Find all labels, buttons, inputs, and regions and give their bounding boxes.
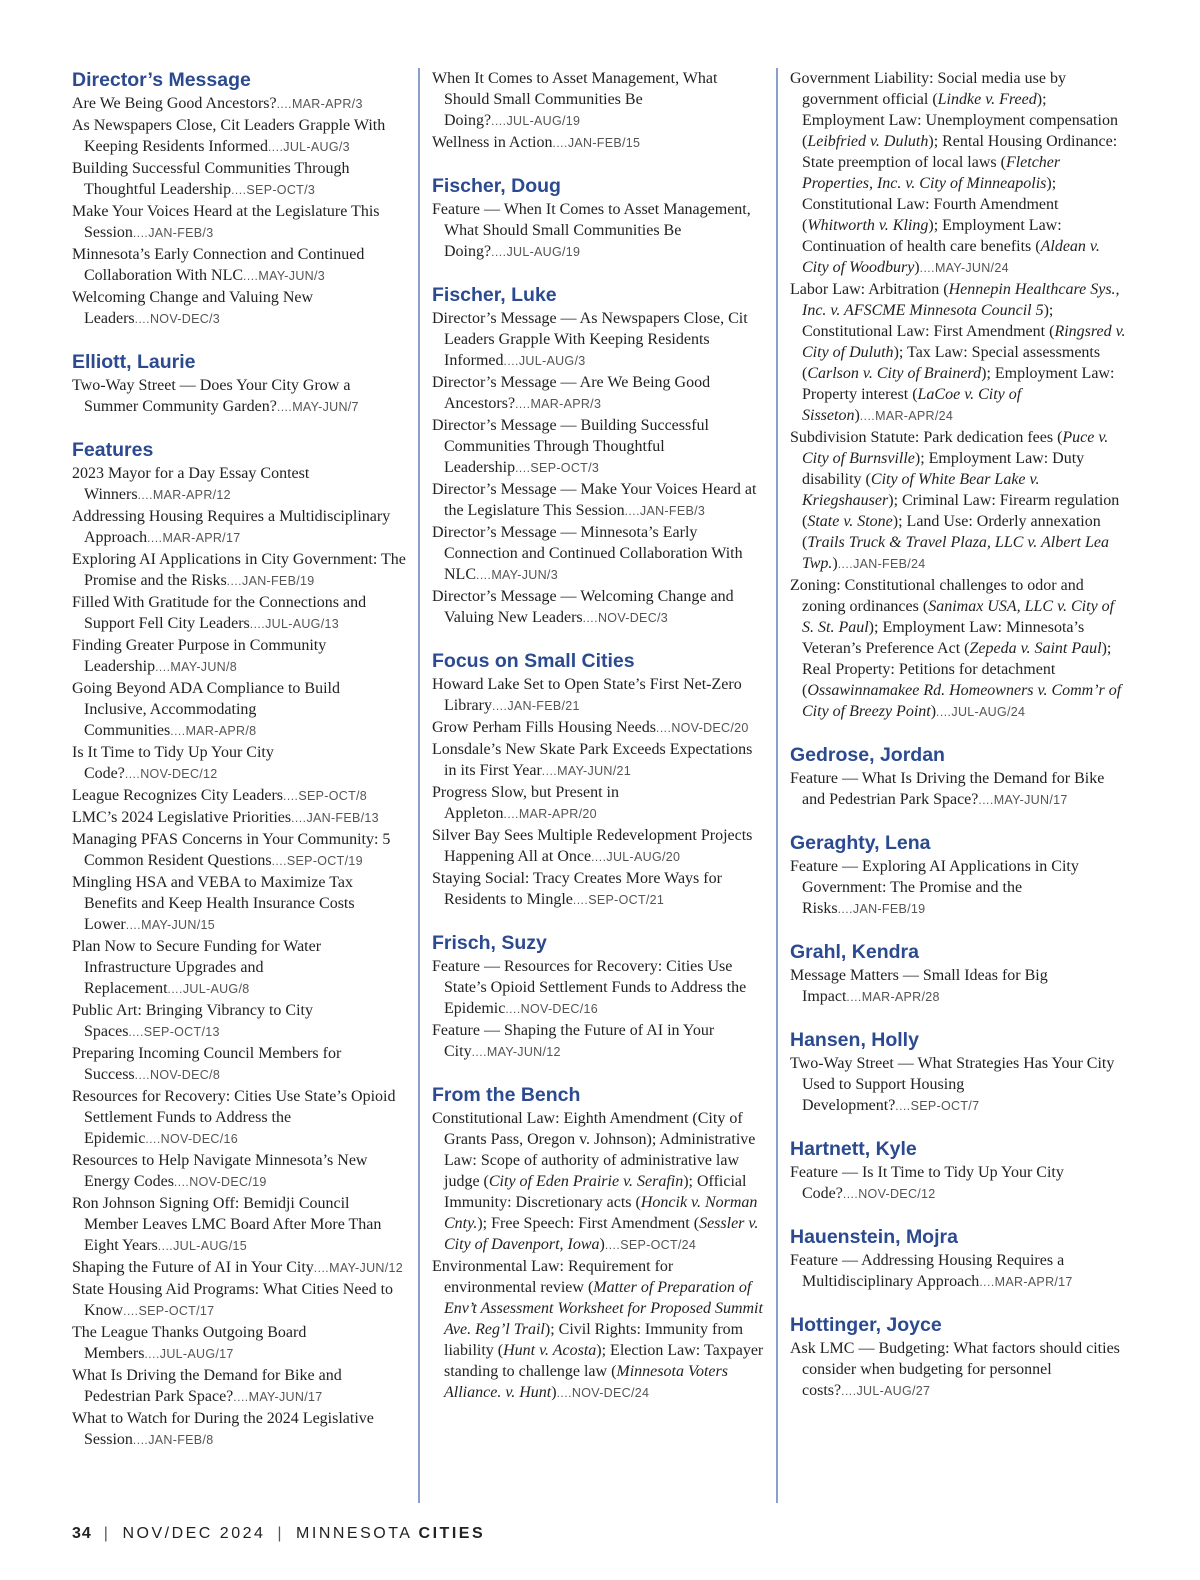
entry-title: Feature — Exploring AI Applications in City Government: The Promise and the Risks xyxy=(790,858,1079,917)
issue-page-ref: JAN-FEB/8 xyxy=(148,1433,214,1447)
index-entry xyxy=(72,1000,406,1043)
leader-dots: .... xyxy=(604,1238,621,1252)
index-section xyxy=(790,940,1130,1008)
leader-dots: .... xyxy=(624,504,640,518)
entry-title: Going Beyond ADA Compliance to Build Inclusive, Accommodating Communities xyxy=(72,680,340,739)
index-entry xyxy=(72,201,406,244)
leader-dots: .... xyxy=(837,557,854,571)
issue-page-ref: SEP-OCT/19 xyxy=(286,854,363,868)
leader-dots: .... xyxy=(125,918,142,932)
entry-title: Government Liability: Social media use by government official (Lindke v. Freed); Employment Law: Unemployment compensation (Leibfried v. Duluth); Rental Housing Ordinance: State preemption of local laws (Fletcher Properties, Inc. v. City of Minneapolis); Constitutional Law: Fourth Amendment (Whitworth v. Kling); Employment Law: Continuation of health care benefits (Aldean v. City of Woodbury) xyxy=(790,70,1118,276)
leader-dots: .... xyxy=(846,990,862,1004)
entry-title: Progress Slow, but Present in Appleton xyxy=(432,784,619,822)
leader-dots: .... xyxy=(842,1187,859,1201)
leader-dots: .... xyxy=(170,724,186,738)
entry-title: Subdivision Statute: Park dedication fees (Puce v. City of Burnsville); Employment Law: Duty disability (City of White Bear Lake v. Kriegshauser); Criminal Law: Firearm regulation (State v. Stone); Land Use: Orderly annexation (Trails Truck & Travel Plaza, LLC v. Albert Lea Twp.) xyxy=(790,429,1120,572)
entry-title: Message Matters — Small Ideas for Big Impact xyxy=(790,967,1048,1005)
issue-page-ref: NOV-DEC/3 xyxy=(597,611,669,625)
entry-title: Minnesota’s Early Connection and Continued Collaboration With NLC xyxy=(72,246,365,284)
index-section xyxy=(432,283,766,629)
index-entry xyxy=(72,635,406,678)
entry-title: Public Art: Bringing Vibrancy to City Spaces xyxy=(72,1002,313,1040)
index-entry xyxy=(432,132,766,154)
leader-dots: .... xyxy=(132,1433,149,1447)
issue-page-ref: MAY-JUN/17 xyxy=(993,793,1068,807)
index-entry xyxy=(432,868,766,911)
entry-title: Two-Way Street — What Strategies Has Your City Used to Support Housing Development? xyxy=(790,1055,1115,1114)
leader-dots: .... xyxy=(837,902,853,916)
leader-dots: .... xyxy=(145,1132,161,1146)
issue-page-ref: SEP-OCT/21 xyxy=(588,893,665,907)
entry-title: Feature — When It Comes to Asset Management, What Should Small Communities Be Doing? xyxy=(432,201,751,260)
index-entry xyxy=(432,308,766,372)
leader-dots: .... xyxy=(541,764,558,778)
leader-dots: .... xyxy=(128,1025,144,1039)
section-heading: Hottinger, Joyce xyxy=(790,1314,942,1336)
leader-dots: .... xyxy=(313,1261,330,1275)
index-entry xyxy=(432,199,766,263)
index-entry xyxy=(72,1043,406,1086)
entry-title: Wellness in Action xyxy=(432,134,553,151)
issue-page-ref: MAY-JUN/24 xyxy=(934,261,1009,275)
index-entry xyxy=(72,244,406,287)
index-entry xyxy=(72,1086,406,1150)
issue-page-ref: JAN-FEB/24 xyxy=(853,557,926,571)
entry-title: The League Thanks Outgoing Board Members xyxy=(72,1324,307,1362)
entry-title: LMC’s 2024 Legislative Priorities xyxy=(72,809,292,826)
issue-page-ref: NOV-DEC/3 xyxy=(149,312,221,326)
issue-page-ref: NOV-DEC/24 xyxy=(571,1386,650,1400)
leader-dots: .... xyxy=(167,982,183,996)
index-entry xyxy=(72,93,406,115)
index-section xyxy=(432,649,766,911)
index-entry xyxy=(72,1279,406,1322)
leader-dots: .... xyxy=(267,140,284,154)
entry-title: Labor Law: Arbitration (Hennepin Healthcare Sys., Inc. v. AFSCME Minnesota Council 5); Constitutional Law: First Amendment (Ringsred v. City of Duluth); Tax Law: Special assessments (Carlson v. City of Brainerd); Employment Law: Property interest (LaCoe v. City of Sisseton) xyxy=(790,281,1126,424)
leader-dots: .... xyxy=(841,1384,857,1398)
index-section xyxy=(790,831,1130,920)
entry-title: State Housing Aid Programs: What Cities Need to Know xyxy=(72,1281,394,1319)
leader-dots: .... xyxy=(591,850,607,864)
leader-dots: .... xyxy=(123,1304,139,1318)
entry-title: Environmental Law: Requirement for environmental review (Matter of Preparation of Env’t Assessment Worksheet for Proposed Summit Ave. Reg’l Trail); Civil Rights: Immunity from liability (Hunt v. Acosta); Election Law: Taxpayer standing to challenge law (Minnesota Voters Alliance. v. Hunt) xyxy=(432,1258,764,1401)
entry-title: Ask LMC — Budgeting: What factors should cities consider when budgeting for personnel costs? xyxy=(790,1340,1120,1399)
entry-title: Grow Perham Fills Housing Needs xyxy=(432,719,656,736)
entry-title: Director’s Message — Welcoming Change and Valuing New Leaders xyxy=(432,588,734,626)
index-entry xyxy=(72,1257,406,1279)
index-entry xyxy=(790,279,1130,427)
index-entry xyxy=(72,506,406,549)
index-section xyxy=(790,1028,1130,1117)
footer-separator: | xyxy=(103,1525,111,1542)
entry-title: League Recognizes City Leaders xyxy=(72,787,284,804)
issue-page-ref: NOV-DEC/16 xyxy=(160,1132,238,1146)
entry-title: Feature — Is It Time to Tidy Up Your City Code? xyxy=(790,1164,1064,1202)
entry-title: Lonsdale’s New Skate Park Exceeds Expectations in its First Year xyxy=(432,741,753,779)
issue-page-ref: MAY-JUN/17 xyxy=(248,1390,323,1404)
index-entry xyxy=(72,549,406,592)
leader-dots: .... xyxy=(155,660,171,674)
issue-page-ref: MAY-JUN/8 xyxy=(170,660,238,674)
section-heading: Hansen, Holly xyxy=(790,1029,919,1051)
entry-title: Filled With Gratitude for the Connections and Support Fell City Leaders xyxy=(72,594,367,632)
index-entry xyxy=(432,1020,766,1063)
index-entry xyxy=(432,717,766,739)
issue-page-ref: MAR-APR/24 xyxy=(875,409,954,423)
issue-page-ref: JUL-AUG/8 xyxy=(182,982,250,996)
index-entry xyxy=(72,287,406,330)
leader-dots: .... xyxy=(515,461,531,475)
section-heading: Grahl, Kendra xyxy=(790,941,919,963)
index-entry xyxy=(432,372,766,415)
index-entry xyxy=(72,936,406,1000)
entry-title: Preparing Incoming Council Members for Success xyxy=(72,1045,342,1083)
section-heading: Focus on Small Cities xyxy=(432,650,635,672)
page-footer xyxy=(72,1522,485,1546)
leader-dots: .... xyxy=(491,699,508,713)
issue-page-ref: JAN-FEB/13 xyxy=(306,811,379,825)
issue-page-ref: MAY-JUN/7 xyxy=(292,400,359,414)
entry-title: Is It Time to Tidy Up Your City Code? xyxy=(72,744,274,782)
leader-dots: .... xyxy=(978,793,994,807)
index-section xyxy=(432,931,766,1063)
entry-title: 2023 Mayor for a Day Essay Contest Winners xyxy=(72,465,310,503)
footer-separator: | xyxy=(277,1525,285,1542)
index-entry xyxy=(72,158,406,201)
entry-title: What to Watch for During the 2024 Legislative Session xyxy=(72,1410,374,1448)
leader-dots: .... xyxy=(283,789,299,803)
index-entry xyxy=(432,479,766,522)
entry-title: Finding Greater Purpose in Community Leadership xyxy=(72,637,327,675)
index-entry xyxy=(72,872,406,936)
leader-dots: .... xyxy=(249,617,266,631)
entry-title: Make Your Voices Heard at the Legislature This Session xyxy=(72,203,380,241)
issue-page-ref: JAN-FEB/21 xyxy=(507,699,580,713)
magazine-name xyxy=(296,1525,485,1542)
index-entry xyxy=(72,375,406,418)
magazine-name-bold: CITIES xyxy=(418,1525,486,1542)
index-section xyxy=(432,174,766,263)
index-section xyxy=(790,743,1130,811)
index-section xyxy=(790,1225,1130,1293)
leader-dots: .... xyxy=(276,400,293,414)
issue-page-ref: NOV-DEC/20 xyxy=(671,721,749,735)
issue-page-ref: MAR-APR/20 xyxy=(518,807,597,821)
index-entry xyxy=(72,592,406,635)
issue-page-ref: NOV-DEC/12 xyxy=(858,1187,936,1201)
issue-page-ref: MAY-JUN/21 xyxy=(557,764,631,778)
entry-title: Director’s Message — Make Your Voices Heard at the Legislature This Session xyxy=(432,481,757,519)
entry-title: Staying Social: Tracy Creates More Ways for Residents to Mingle xyxy=(432,870,722,908)
entry-title: When It Comes to Asset Management, What Should Small Communities Be Doing? xyxy=(432,70,718,129)
leader-dots: .... xyxy=(134,312,150,326)
index-entry xyxy=(72,1322,406,1365)
leader-dots: .... xyxy=(503,807,519,821)
leader-dots: .... xyxy=(552,136,568,150)
issue-page-ref: JUL-AUG/15 xyxy=(173,1239,247,1253)
issue-page-ref: MAR-APR/8 xyxy=(185,724,257,738)
index-entry xyxy=(72,785,406,807)
page-number: 34 xyxy=(72,1525,92,1542)
issue-page-ref: SEP-OCT/24 xyxy=(620,1238,697,1252)
entry-title: Director’s Message — Are We Being Good Ancestors? xyxy=(432,374,711,412)
leader-dots: .... xyxy=(233,1390,249,1404)
leader-dots: .... xyxy=(291,811,307,825)
leader-dots: .... xyxy=(147,531,163,545)
leader-dots: .... xyxy=(124,767,141,781)
issue-page-ref: MAR-APR/17 xyxy=(162,531,241,545)
issue-page-ref: MAY-JUN/12 xyxy=(329,1261,403,1275)
leader-dots: .... xyxy=(895,1099,911,1113)
index-section xyxy=(432,68,766,154)
index-entry xyxy=(72,115,406,158)
leader-dots: .... xyxy=(491,114,507,128)
index-entry xyxy=(790,575,1130,723)
index-section xyxy=(72,350,406,418)
issue-page-ref: NOV-DEC/19 xyxy=(189,1175,267,1189)
entry-title: Plan Now to Secure Funding for Water Infrastructure Upgrades and Replacement xyxy=(72,938,322,997)
entry-title: Feature — Resources for Recovery: Cities Use State’s Opioid Settlement Funds to Address the Epidemic xyxy=(432,958,747,1017)
index-entry xyxy=(72,678,406,742)
leader-dots: .... xyxy=(243,269,259,283)
entry-title: Shaping the Future of AI in Your City xyxy=(72,1259,314,1276)
entry-title: Constitutional Law: Eighth Amendment (City of Grants Pass, Oregon v. Johnson); Administrative Law: Scope of authority of administrative law judge (City of Eden Prairie v. Serafin); Official Immunity: Discretionary acts (Honcik v. Norman Cnty.); Free Speech: First Amendment (Sessler v. City of Davenport, Iowa) xyxy=(432,1110,759,1253)
entry-title: Feature — Shaping the Future of AI in Your City xyxy=(432,1022,715,1060)
entry-title: Managing PFAS Concerns in Your Community: 5 Common Resident Questions xyxy=(72,831,391,869)
index-entry xyxy=(432,825,766,868)
issue-page-ref: JUL-AUG/13 xyxy=(265,617,339,631)
section-heading: Frisch, Suzy xyxy=(432,932,547,954)
issue-page-ref: JAN-FEB/3 xyxy=(639,504,706,518)
issue-page-ref: JUL-AUG/20 xyxy=(606,850,681,864)
issue-page-ref: SEP-OCT/7 xyxy=(910,1099,980,1113)
issue-page-ref: MAR-APR/3 xyxy=(530,397,602,411)
entry-title: Resources for Recovery: Cities Use State’s Opioid Settlement Funds to Address the Epidemic xyxy=(72,1088,396,1147)
entry-title: Howard Lake Set to Open State’s First Net-Zero Library xyxy=(432,676,742,714)
issue-page-ref: SEP-OCT/13 xyxy=(143,1025,220,1039)
index-entry xyxy=(790,1053,1130,1117)
index-entry xyxy=(72,742,406,785)
entry-title: What Is Driving the Demand for Bike and Pedestrian Park Space? xyxy=(72,1367,342,1405)
leader-dots: .... xyxy=(655,721,672,735)
issue-page-ref: JUL-AUG/24 xyxy=(951,705,1026,719)
index-entry xyxy=(432,415,766,479)
index-entry xyxy=(72,1408,406,1451)
index-entry xyxy=(790,68,1130,279)
issue-page-ref: MAR-APR/28 xyxy=(861,990,940,1004)
issue-page-ref: JUL-AUG/19 xyxy=(506,245,581,259)
entry-title: Feature — Addressing Housing Requires a Multidisciplinary Approach xyxy=(790,1252,1065,1290)
index-entry xyxy=(432,522,766,586)
leader-dots: .... xyxy=(491,245,507,259)
column-1 xyxy=(72,68,418,1503)
issue-page-ref: MAY-JUN/15 xyxy=(141,918,215,932)
index-entry xyxy=(72,1150,406,1193)
entry-title: Director’s Message — As Newspapers Close, Cit Leaders Grapple With Keeping Residents Informed xyxy=(432,310,748,369)
entry-title: Exploring AI Applications in City Government: The Promise and the Risks xyxy=(72,551,406,589)
index-entry xyxy=(432,1108,766,1256)
issue-page-ref: MAY-JUN/12 xyxy=(486,1045,561,1059)
index-entry xyxy=(72,807,406,829)
index-entry xyxy=(790,1250,1130,1293)
leader-dots: .... xyxy=(134,1068,150,1082)
entry-title: Silver Bay Sees Multiple Redevelopment Projects Happening All at Once xyxy=(432,827,753,865)
section-heading: Features xyxy=(72,439,154,461)
index-section xyxy=(790,1137,1130,1205)
section-heading: Elliott, Laurie xyxy=(72,351,196,373)
leader-dots: .... xyxy=(859,409,876,423)
issue-page-ref: JAN-FEB/15 xyxy=(567,136,641,150)
issue-page-ref: JUL-AUG/27 xyxy=(856,1384,931,1398)
section-heading: Geraghty, Lena xyxy=(790,832,931,854)
index-section xyxy=(790,1313,1130,1402)
leader-dots: .... xyxy=(936,705,952,719)
index-entry xyxy=(432,956,766,1020)
issue-page-ref: JUL-AUG/3 xyxy=(518,354,586,368)
leader-dots: .... xyxy=(919,261,935,275)
entry-title: Resources to Help Navigate Minnesota’s New Energy Codes xyxy=(72,1152,368,1190)
leader-dots: .... xyxy=(572,893,589,907)
magazine-name-light: MINNESOTA xyxy=(296,1525,412,1542)
issue-page-ref: MAY-JUN/3 xyxy=(491,568,558,582)
entry-title: Two-Way Street — Does Your City Grow a Summer Community Garden? xyxy=(72,377,351,415)
index-entry xyxy=(72,463,406,506)
issue-page-ref: JAN-FEB/19 xyxy=(852,902,926,916)
index-entry xyxy=(72,1193,406,1257)
section-heading: From the Bench xyxy=(432,1084,581,1106)
issue-page-ref: NOV-DEC/16 xyxy=(520,1002,598,1016)
issue-page-ref: NOV-DEC/8 xyxy=(150,1068,221,1082)
index-entry xyxy=(432,1256,766,1404)
entry-title: Director’s Message — Minnesota’s Early Connection and Continued Collaboration With NLC xyxy=(432,524,743,583)
section-heading: Hartnett, Kyle xyxy=(790,1138,917,1160)
issue-page-ref: MAR-APR/12 xyxy=(152,488,231,502)
index-entry xyxy=(72,1365,406,1408)
leader-dots: .... xyxy=(503,354,519,368)
index-entry xyxy=(790,856,1130,920)
index-section xyxy=(790,68,1130,723)
index-entry xyxy=(432,739,766,782)
entry-title: Mingling HSA and VEBA to Maximize Tax Benefits and Keep Health Insurance Costs Lower xyxy=(72,874,355,933)
entry-title: Zoning: Constitutional challenges to odor and zoning ordinances (Sanimax USA, LLC v. City of S. St. Paul); Employment Law: Minnesota’s Veteran’s Preference Act (Zepeda v. Saint Paul); Real Property: Petitions for detachment (Ossawinnamakee Rd. Homeowners v. Comm’r of City of Breezy Point) xyxy=(790,577,1122,720)
index-entry xyxy=(72,829,406,872)
issue-date: NOV/DEC 2024 xyxy=(122,1525,266,1542)
issue-page-ref: JAN-FEB/3 xyxy=(148,226,214,240)
issue-page-ref: MAR-APR/3 xyxy=(291,97,363,111)
leader-dots: .... xyxy=(132,226,149,240)
index-section xyxy=(432,1083,766,1404)
index-entry xyxy=(790,768,1130,811)
issue-page-ref: SEP-OCT/3 xyxy=(530,461,600,475)
entry-title: As Newspapers Close, Cit Leaders Grapple With Keeping Residents Informed xyxy=(72,117,386,155)
issue-page-ref: SEP-OCT/8 xyxy=(298,789,368,803)
leader-dots: .... xyxy=(582,611,598,625)
issue-page-ref: SEP-OCT/3 xyxy=(246,183,316,197)
issue-page-ref: NOV-DEC/12 xyxy=(140,767,218,781)
entry-title: Building Successful Communities Through Thoughtful Leadership xyxy=(72,160,350,198)
section-heading: Hauenstein, Mojra xyxy=(790,1226,958,1248)
index-entry xyxy=(432,674,766,717)
column-3 xyxy=(776,68,1130,1503)
leader-dots: .... xyxy=(505,1002,521,1016)
leader-dots: .... xyxy=(979,1275,995,1289)
issue-page-ref: JUL-AUG/17 xyxy=(159,1347,234,1361)
leader-dots: .... xyxy=(271,854,287,868)
issue-page-ref: SEP-OCT/17 xyxy=(138,1304,215,1318)
leader-dots: .... xyxy=(231,183,247,197)
entry-title: Director’s Message — Building Successful Communities Through Thoughtful Leadership xyxy=(432,417,709,476)
index-entry xyxy=(790,427,1130,575)
entry-title: Ron Johnson Signing Off: Bemidji Council Member Leaves LMC Board After More Than Eight Years xyxy=(72,1195,382,1254)
entry-title: Welcoming Change and Valuing New Leaders xyxy=(72,289,314,327)
entry-title: Feature — What Is Driving the Demand for Bike and Pedestrian Park Space? xyxy=(790,770,1105,808)
index-section xyxy=(72,438,406,1451)
leader-dots: .... xyxy=(137,488,153,502)
index-section xyxy=(72,68,406,330)
section-heading: Gedrose, Jordan xyxy=(790,744,945,766)
index-entry xyxy=(790,1338,1130,1402)
leader-dots: .... xyxy=(556,1386,572,1400)
leader-dots: .... xyxy=(144,1347,160,1361)
issue-page-ref: MAY-JUN/3 xyxy=(258,269,325,283)
index-entry xyxy=(432,586,766,629)
index-entry xyxy=(790,1162,1130,1205)
section-heading: Director’s Message xyxy=(72,69,251,91)
index-columns xyxy=(72,68,1130,1503)
issue-page-ref: MAR-APR/17 xyxy=(994,1275,1073,1289)
leader-dots: .... xyxy=(226,574,243,588)
issue-page-ref: JUL-AUG/19 xyxy=(506,114,581,128)
leader-dots: .... xyxy=(157,1239,174,1253)
issue-page-ref: JUL-AUG/3 xyxy=(283,140,350,154)
entry-title: Addressing Housing Requires a Multidisciplinary Approach xyxy=(72,508,391,546)
leader-dots: .... xyxy=(173,1175,190,1189)
index-entry xyxy=(432,782,766,825)
entry-title: Are We Being Good Ancestors? xyxy=(72,95,277,112)
section-heading: Fischer, Doug xyxy=(432,175,561,197)
issue-page-ref: JAN-FEB/19 xyxy=(242,574,315,588)
section-heading: Fischer, Luke xyxy=(432,284,557,306)
leader-dots: .... xyxy=(276,97,292,111)
leader-dots: .... xyxy=(471,1045,487,1059)
leader-dots: .... xyxy=(476,568,492,582)
index-entry xyxy=(790,965,1130,1008)
leader-dots: .... xyxy=(515,397,531,411)
index-entry xyxy=(432,68,766,132)
column-2 xyxy=(418,68,776,1503)
